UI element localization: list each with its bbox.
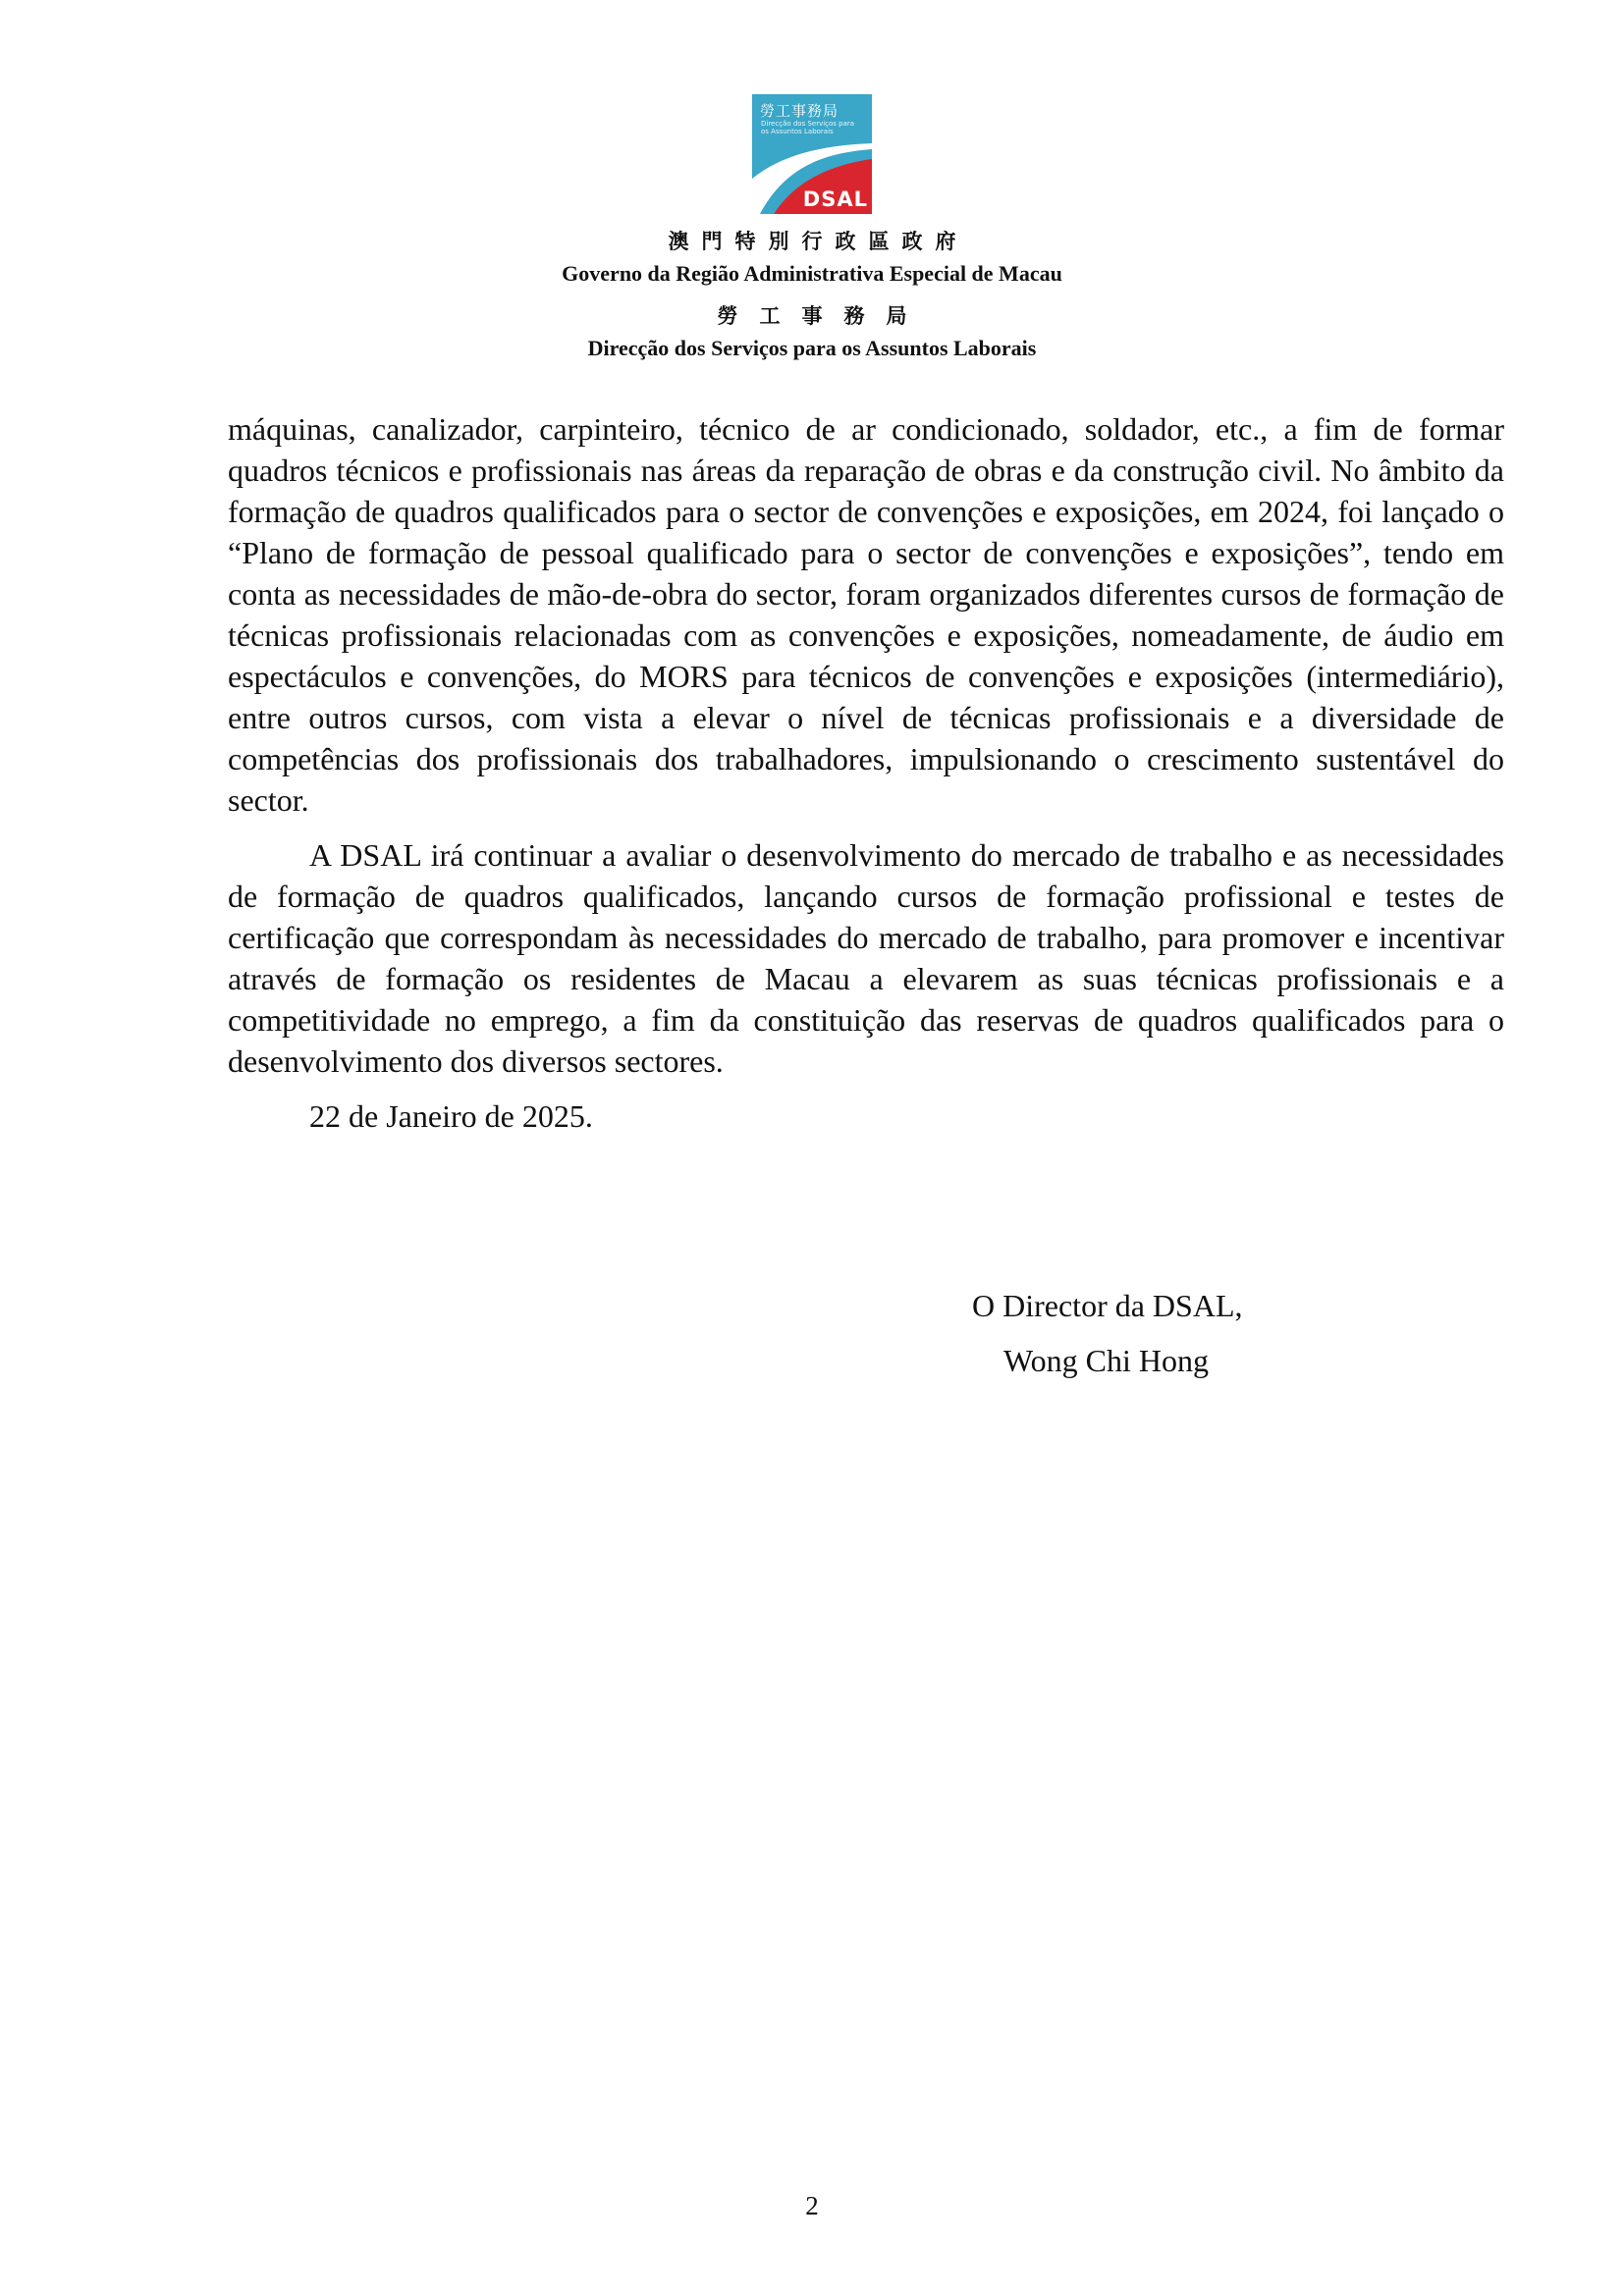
page-number: 2 (805, 2191, 819, 2220)
dsal-logo (752, 94, 872, 214)
letterhead (0, 94, 1624, 361)
signature-block (972, 1278, 1242, 1388)
letter-date: 22 de Janeiro de 2025. (309, 1098, 593, 1134)
government-name-portuguese: Governo da Região Administrativa Especial de Macau (562, 261, 1062, 286)
logo-text-zh: 勞工事務局 (760, 102, 839, 120)
department-name-chinese: 勞工事務局 (717, 304, 929, 328)
body-paragraph: A DSAL irá continuar a avaliar o desenvolvimento do mercado de trabalho e as necessidades de formação de quadros qualificados, lançando cursos de formação profissional e testes de certificação que correspondam às necessidades do mercado de trabalho, para promover e incentivar através de formação os residentes de Macau a elevarem as suas técnicas profissionais e a competitividade no emprego, a fim da constituição das reservas de quadros qualificados para o desenvolvimento dos diversos sectores. (228, 837, 1504, 1079)
logo-abbreviation: DSAL (802, 187, 868, 211)
government-name-chinese: 澳門特別行政區政府 (668, 230, 969, 253)
body-paragraph: máquinas, canalizador, carpinteiro, técnico de ar condicionado, soldador, etc., a fim de formar quadros técnicos e profissionais nas áreas da reparação de obras e da construção civil. No âmbito da formação de quadros qualificados para o sector de convenções e exposições, em 2024, foi lançado o “Plano de formação de pessoal qualificado para o sector de convenções e exposições”, tendo em conta as necessidades de mão-de-obra do sector, foram organizados diferentes cursos de formação de técnicas profissionais relacionadas com as convenções e exposições, nomeadamente, de áudio em espectáculos e convenções, do MORS para técnicos de convenções e exposições (intermediário), entre outros cursos, com vista a elevar o nível de técnicas profissionais e a diversidade de competências dos profissionais dos trabalhadores, impulsionando o crescimento sustentável do sector. (228, 411, 1504, 818)
logo-text-pt: Direcção dos Serviços para os Assuntos Laborais (761, 120, 855, 135)
letter-body (228, 408, 1504, 1150)
signatory-name: Wong Chi Hong (1003, 1343, 1209, 1378)
department-name-portuguese: Direcção dos Serviços para os Assuntos Laborais (587, 336, 1037, 360)
signatory-title: O Director da DSAL, (972, 1288, 1243, 1323)
